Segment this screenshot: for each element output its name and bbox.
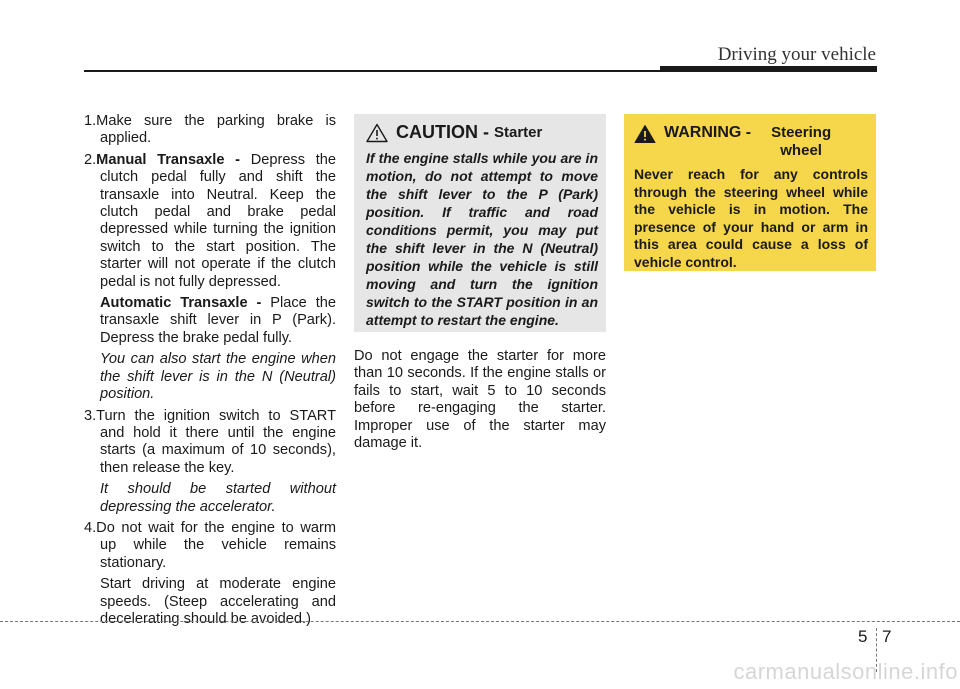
starting-steps bbox=[84, 113, 336, 632]
page-header-title: Driving your vehicle bbox=[717, 44, 876, 65]
manual-transaxle-text: Depress the clutch pedal fully and shift the transaxle into Neutral. Keep the clutch pedal and brake pedal depressed while turning the ignition switch to the start position. The starter will not operate if the clutch pedal is not fully depressed. bbox=[100, 151, 336, 290]
accelerator-note: It should be started without depressing the accelerator. bbox=[100, 481, 336, 515]
step-text: Do not wait for the engine to warm up while the vehicle remains stationary. bbox=[96, 519, 336, 571]
manual-transaxle-label: Manual Transaxle - bbox=[96, 151, 251, 168]
neutral-start-note: You can also start the engine when the shift lever is in the N (Neutral) position. bbox=[100, 351, 336, 403]
starter-usage-note: Do not engage the starter for more than 10 seconds. If the engine stalls or fails to start, wait 5 to 10 seconds before re-engaging the starter. Improper use of the starter may damage it. bbox=[354, 348, 606, 452]
caution-title bbox=[366, 122, 598, 143]
step-number: 3. bbox=[84, 407, 97, 424]
step-number: 4. bbox=[84, 519, 97, 536]
automatic-transaxle-label: Automatic Transaxle - bbox=[100, 295, 271, 312]
warning-title-label: WARNING - bbox=[664, 124, 752, 141]
caution-body: If the engine stalls while you are in motion, do not attempt to move the shift lever to the P (Park) position. If traffic and road conditions permit, you may put the shift lever in the N (Neutral) position while the vehicle is still moving and turn the ignition switch to the START position in an attempt to restart the engine. bbox=[366, 150, 598, 328]
page-number: 7 bbox=[882, 627, 892, 646]
warning-title-subject: Steering wheel bbox=[771, 124, 832, 159]
header-rule-thick bbox=[660, 66, 877, 72]
step-3 bbox=[84, 408, 336, 478]
caution-title-subject: Starter bbox=[494, 124, 543, 141]
warning-triangle-icon bbox=[634, 124, 656, 144]
watermark: carmanualsonline.info bbox=[733, 659, 958, 684]
step-text: Turn the ignition switch to START and hold it there until the engine starts (a maximum of 10 seconds), then release the key. bbox=[96, 407, 336, 476]
caution-box bbox=[354, 114, 606, 332]
section-number: 5 bbox=[858, 627, 868, 646]
warning-title bbox=[634, 124, 868, 160]
automatic-transaxle-paragraph bbox=[84, 295, 336, 347]
step-number: 2. bbox=[84, 151, 97, 168]
moderate-speed-paragraph: Start driving at moderate engine speeds. (Steep accelerating and decelerating should be avoided.) bbox=[100, 576, 336, 627]
automatic-transaxle-text: Place the transaxle shift lever in P (Park). Depress the brake pedal fully. bbox=[100, 295, 336, 346]
footer-rule bbox=[0, 621, 960, 622]
step-1 bbox=[84, 113, 336, 148]
caution-title-label: CAUTION - bbox=[396, 122, 489, 142]
warning-body: Never reach for any controls through the steering wheel while the vehicle is in motion. The presence of your hand or arm in this area could cause a loss of vehicle control. bbox=[634, 166, 868, 270]
step-2 bbox=[84, 152, 336, 291]
step-number: 1. bbox=[84, 113, 97, 129]
warning-box bbox=[624, 114, 876, 271]
header-rule-thin bbox=[84, 70, 662, 72]
step-text: Make sure the parking brake is applied. bbox=[96, 113, 336, 147]
caution-triangle-icon bbox=[366, 123, 388, 143]
step-4 bbox=[84, 520, 336, 572]
